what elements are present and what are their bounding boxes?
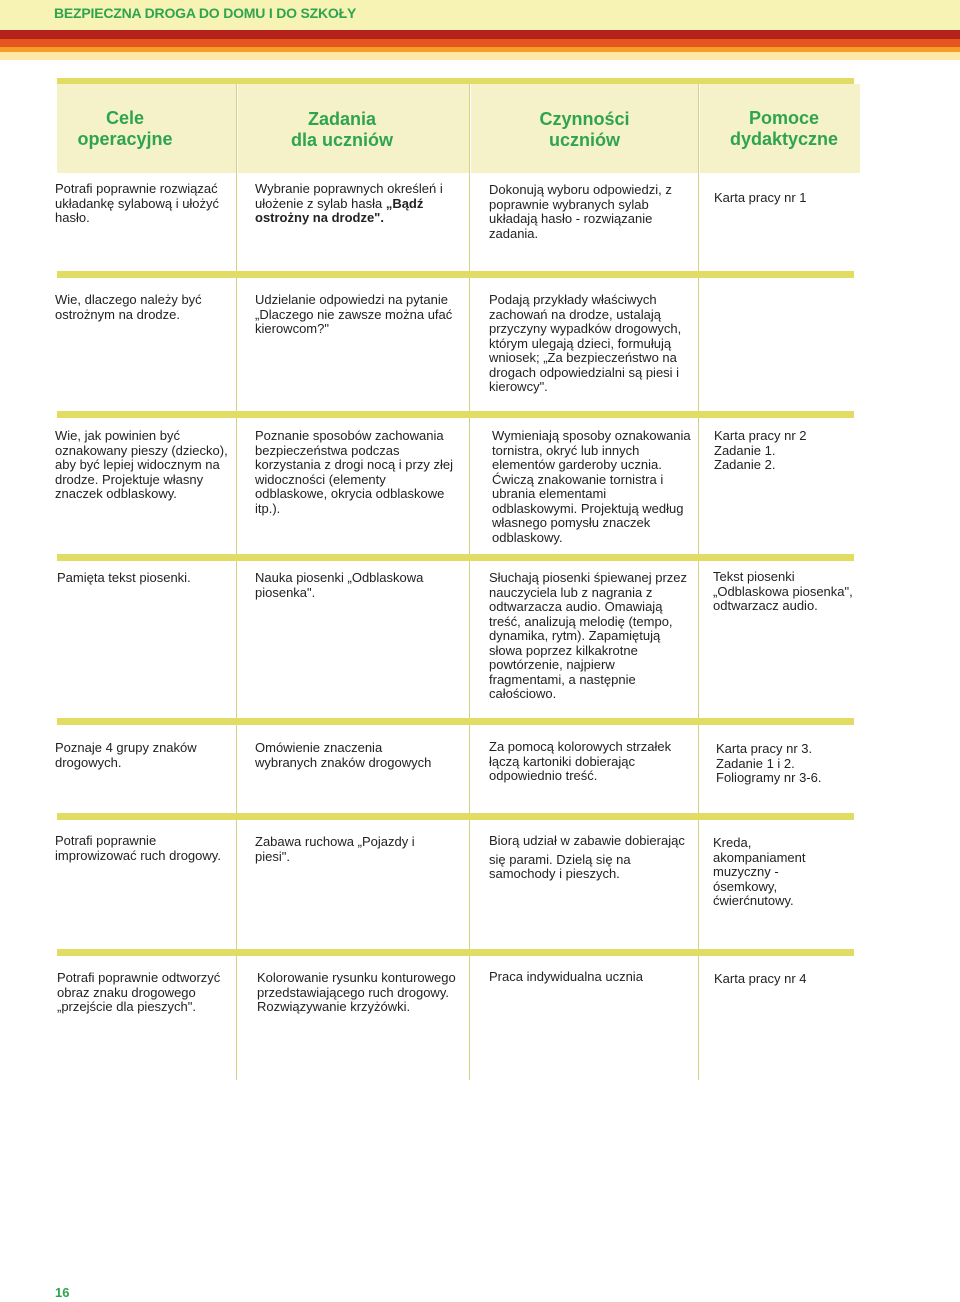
col-header-zadania: Zadania dla uczniów xyxy=(290,109,393,150)
cell-czynnosci: Podają przykłady właściwych zachowań na drodze, ustalają przyczyny wypadków drogowych, którym ulegają dzieci, formułują wniosek; „Za bezpieczeństwo na drogach odpowiedzialni są piesi i kierowcy". xyxy=(489,292,682,394)
stripe-dark-red xyxy=(0,30,960,39)
col-header-cele: Cele operacyjne xyxy=(77,107,173,149)
stripe-orange xyxy=(0,39,960,47)
row-separator xyxy=(57,411,854,418)
cell-pomoce: Karta pracy nr 2 Zadanie 1. Zadanie 2. xyxy=(714,428,807,472)
header-title: BEZPIECZNA DROGA DO DOMU I DO SZKOŁY xyxy=(54,5,357,21)
column-divider xyxy=(469,84,470,1080)
cell-czynnosci: Słuchają piosenki śpiewanej przez nauczyciela lub z nagrania z odtwarzacza audio. Omawiają treść, analizują melodię (tempo, dynamika, rytm). Zapamiętują słowa poprzez kilkakrotne powtórzenie, najpierw fragmentami, a następnie całościowo. xyxy=(489,570,688,701)
row-separator xyxy=(57,718,854,725)
cell-cele: Potrafi poprawnie odtworzyć obraz znaku drogowego „przejście dla pieszych". xyxy=(57,970,221,1014)
cell-czynnosci: Praca indywidualna ucznia xyxy=(489,969,643,984)
cell-cele: Wie, dlaczego należy być ostrożnym na drodze. xyxy=(55,292,202,322)
col-header-pomoce: Pomoce dydaktyczne xyxy=(729,107,839,149)
cell-zadania: Udzielanie odpowiedzi na pytanie „Dlaczego nie zawsze można ufać kierowcom?" xyxy=(255,292,453,336)
cell-czynnosci: Wymieniają sposoby oznakowania tornistra, okryć lub innych elementów garderoby ucznia. Ćwiczą znakowanie tornistra i ubrania elementami odblaskowymi. Projektują według własnego pomysłu znaczek odblaskowy. xyxy=(492,428,691,545)
cell-pomoce: Karta pracy nr 3. Zadanie 1 i 2. Foliogramy nr 3-6. xyxy=(716,741,822,785)
cell-zadania: Wybranie poprawnych określeń i ułożenie z sylab hasła „Bądź ostrożny na drodze". xyxy=(255,181,443,225)
stripe-cream xyxy=(0,52,960,60)
cell-cele: Potrafi poprawnie rozwiązać układankę sylabową i ułożyć hasło. xyxy=(55,181,220,225)
column-divider xyxy=(236,84,237,1080)
cell-czynnosci: Dokonują wyboru odpowiedzi, z poprawnie wybranych sylab układają hasło - rozwiązanie zadania. xyxy=(489,182,672,241)
cell-cele: Poznaje 4 grupy znaków drogowych. xyxy=(55,740,197,770)
cell-cele: Potrafi poprawnie improwizować ruch drogowy. xyxy=(55,833,221,863)
cell-czynnosci: Za pomocą kolorowych strzałek łączą kartoniki dobierając odpowiednio treść. xyxy=(489,739,672,783)
col-header-czynnosci: Czynności uczniów xyxy=(539,109,630,150)
cell-pomoce: Tekst piosenki „Odblaskowa piosenka", odtwarzacz audio. xyxy=(713,569,853,613)
cell-cele: Pamięta tekst piosenki. xyxy=(57,570,191,585)
cell-pomoce: Karta pracy nr 4 xyxy=(714,971,807,986)
row-separator xyxy=(57,813,854,820)
row-separator xyxy=(57,271,854,278)
row-separator xyxy=(57,949,854,956)
cell-czynnosci: Biorą udział w zabawie dobierając się parami. Dzielą się na samochody i pieszych. xyxy=(489,833,685,881)
cell-cele: Wie, jak powinien być oznakowany pieszy (dziecko), aby być lepiej widocznym na drodze. Projektuje własny znaczek odblaskowy. xyxy=(55,428,228,501)
column-divider xyxy=(698,84,699,1080)
cell-zadania: Kolorowanie rysunku konturowego przedstawiającego ruch drogowy. Rozwiązywanie krzyżówki. xyxy=(257,970,456,1014)
cell-zadania: Omówienie znaczenia wybranych znaków drogowych xyxy=(255,740,432,770)
cell-zadania: Poznanie sposobów zachowania bezpieczeństwa podczas korzystania z drogi nocą i przy złej widoczności (elementy odblaskowe, okrycia odblaskowe itp.). xyxy=(255,428,453,516)
cell-zadania: Nauka piosenki „Odblaskowa piosenka". xyxy=(255,570,424,600)
page-number: 16 xyxy=(55,1285,70,1300)
row-separator xyxy=(57,554,854,561)
cell-pomoce: Kreda, akompaniament muzyczny - ósemkowy, ćwierćnutowy. xyxy=(713,835,806,908)
page-header xyxy=(0,0,960,30)
cell-pomoce: Karta pracy nr 1 xyxy=(714,190,807,205)
cell-zadania: Zabawa ruchowa „Pojazdy i piesi". xyxy=(255,834,415,864)
